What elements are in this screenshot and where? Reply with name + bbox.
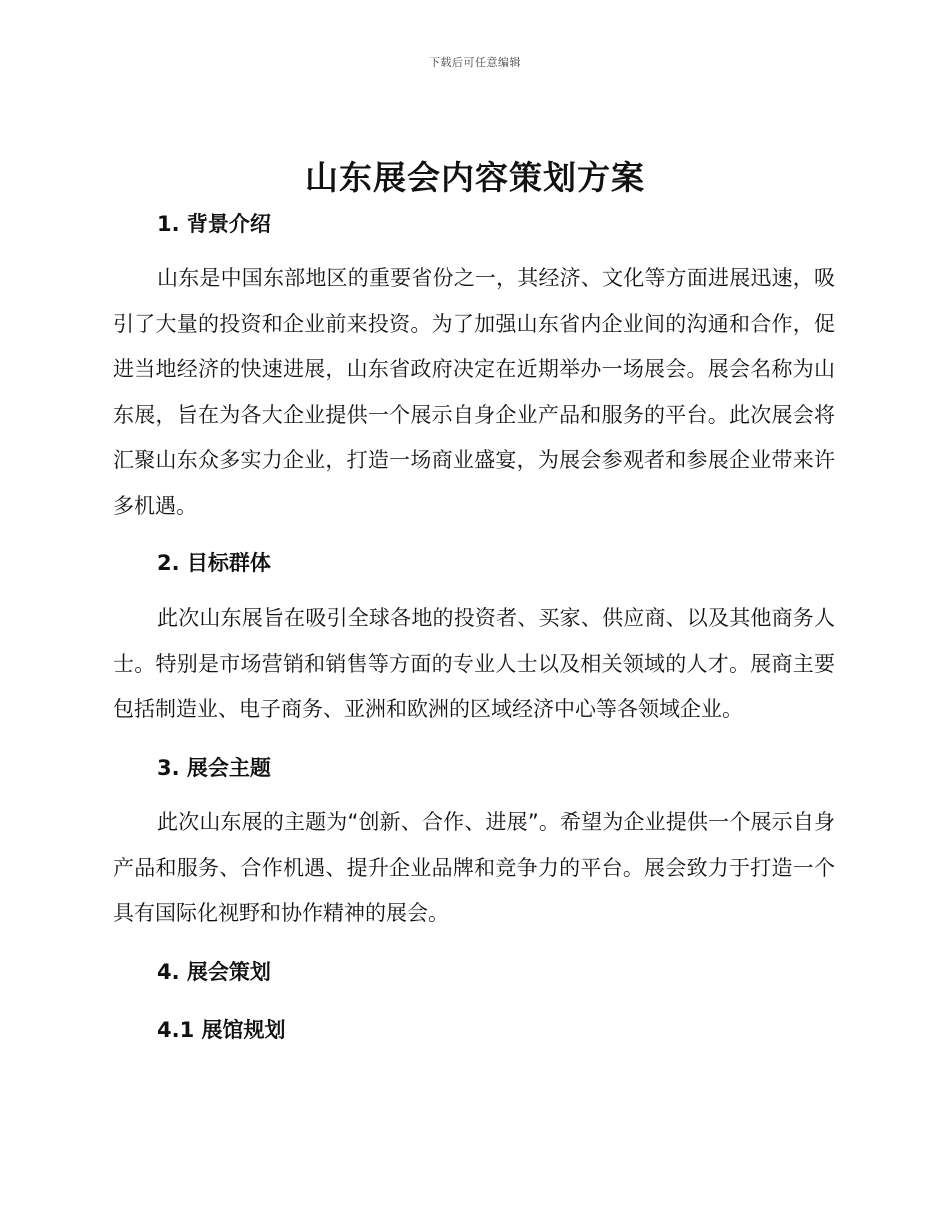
section-paragraph-theme: 此次山东展的主题为“创新、合作、进展”。希望为企业提供一个展示自身产品和服务、合作机遇、提升企业品牌和竞争力的平台。展会致力于打造一个具有国际化视野和协作精神的展会。	[113, 810, 835, 926]
section-paragraph-background: 山东是中国东部地区的重要省份之一，其经济、文化等方面进展迅速，吸引了大量的投资和企业前来投资。为了加强山东省内企业间的沟通和合作，促进当地经济的快速进展，山东省政府决定在近期举办一场展会。展会名称为山东展，旨在为各大企业提供一个展示自身企业产品和服务的平台。此次展会将汇聚山东众多实力企业，打造一场商业盛宴，为展会参观者和参展企业带来许多机遇。	[113, 266, 835, 518]
section-heading-target-audience: 2. 目标群体	[157, 551, 271, 575]
subsection-heading-venue-layout: 4.1 展馆规划	[157, 1018, 286, 1042]
section-heading-background: 1. 背景介绍	[157, 212, 271, 236]
header-note: 下载后可任意编辑	[429, 56, 521, 69]
section-heading-planning: 4. 展会策划	[157, 960, 271, 984]
section-heading-theme: 3. 展会主题	[157, 756, 271, 780]
document-title: 山东展会内容策划方案	[305, 158, 645, 197]
section-paragraph-target-audience: 此次山东展旨在吸引全球各地的投资者、买家、供应商、以及其他商务人士。特别是市场营销和销售等方面的专业人士以及相关领域的人才。展商主要包括制造业、电子商务、亚洲和欧洲的区域经济中心等各领域企业。	[113, 606, 835, 722]
